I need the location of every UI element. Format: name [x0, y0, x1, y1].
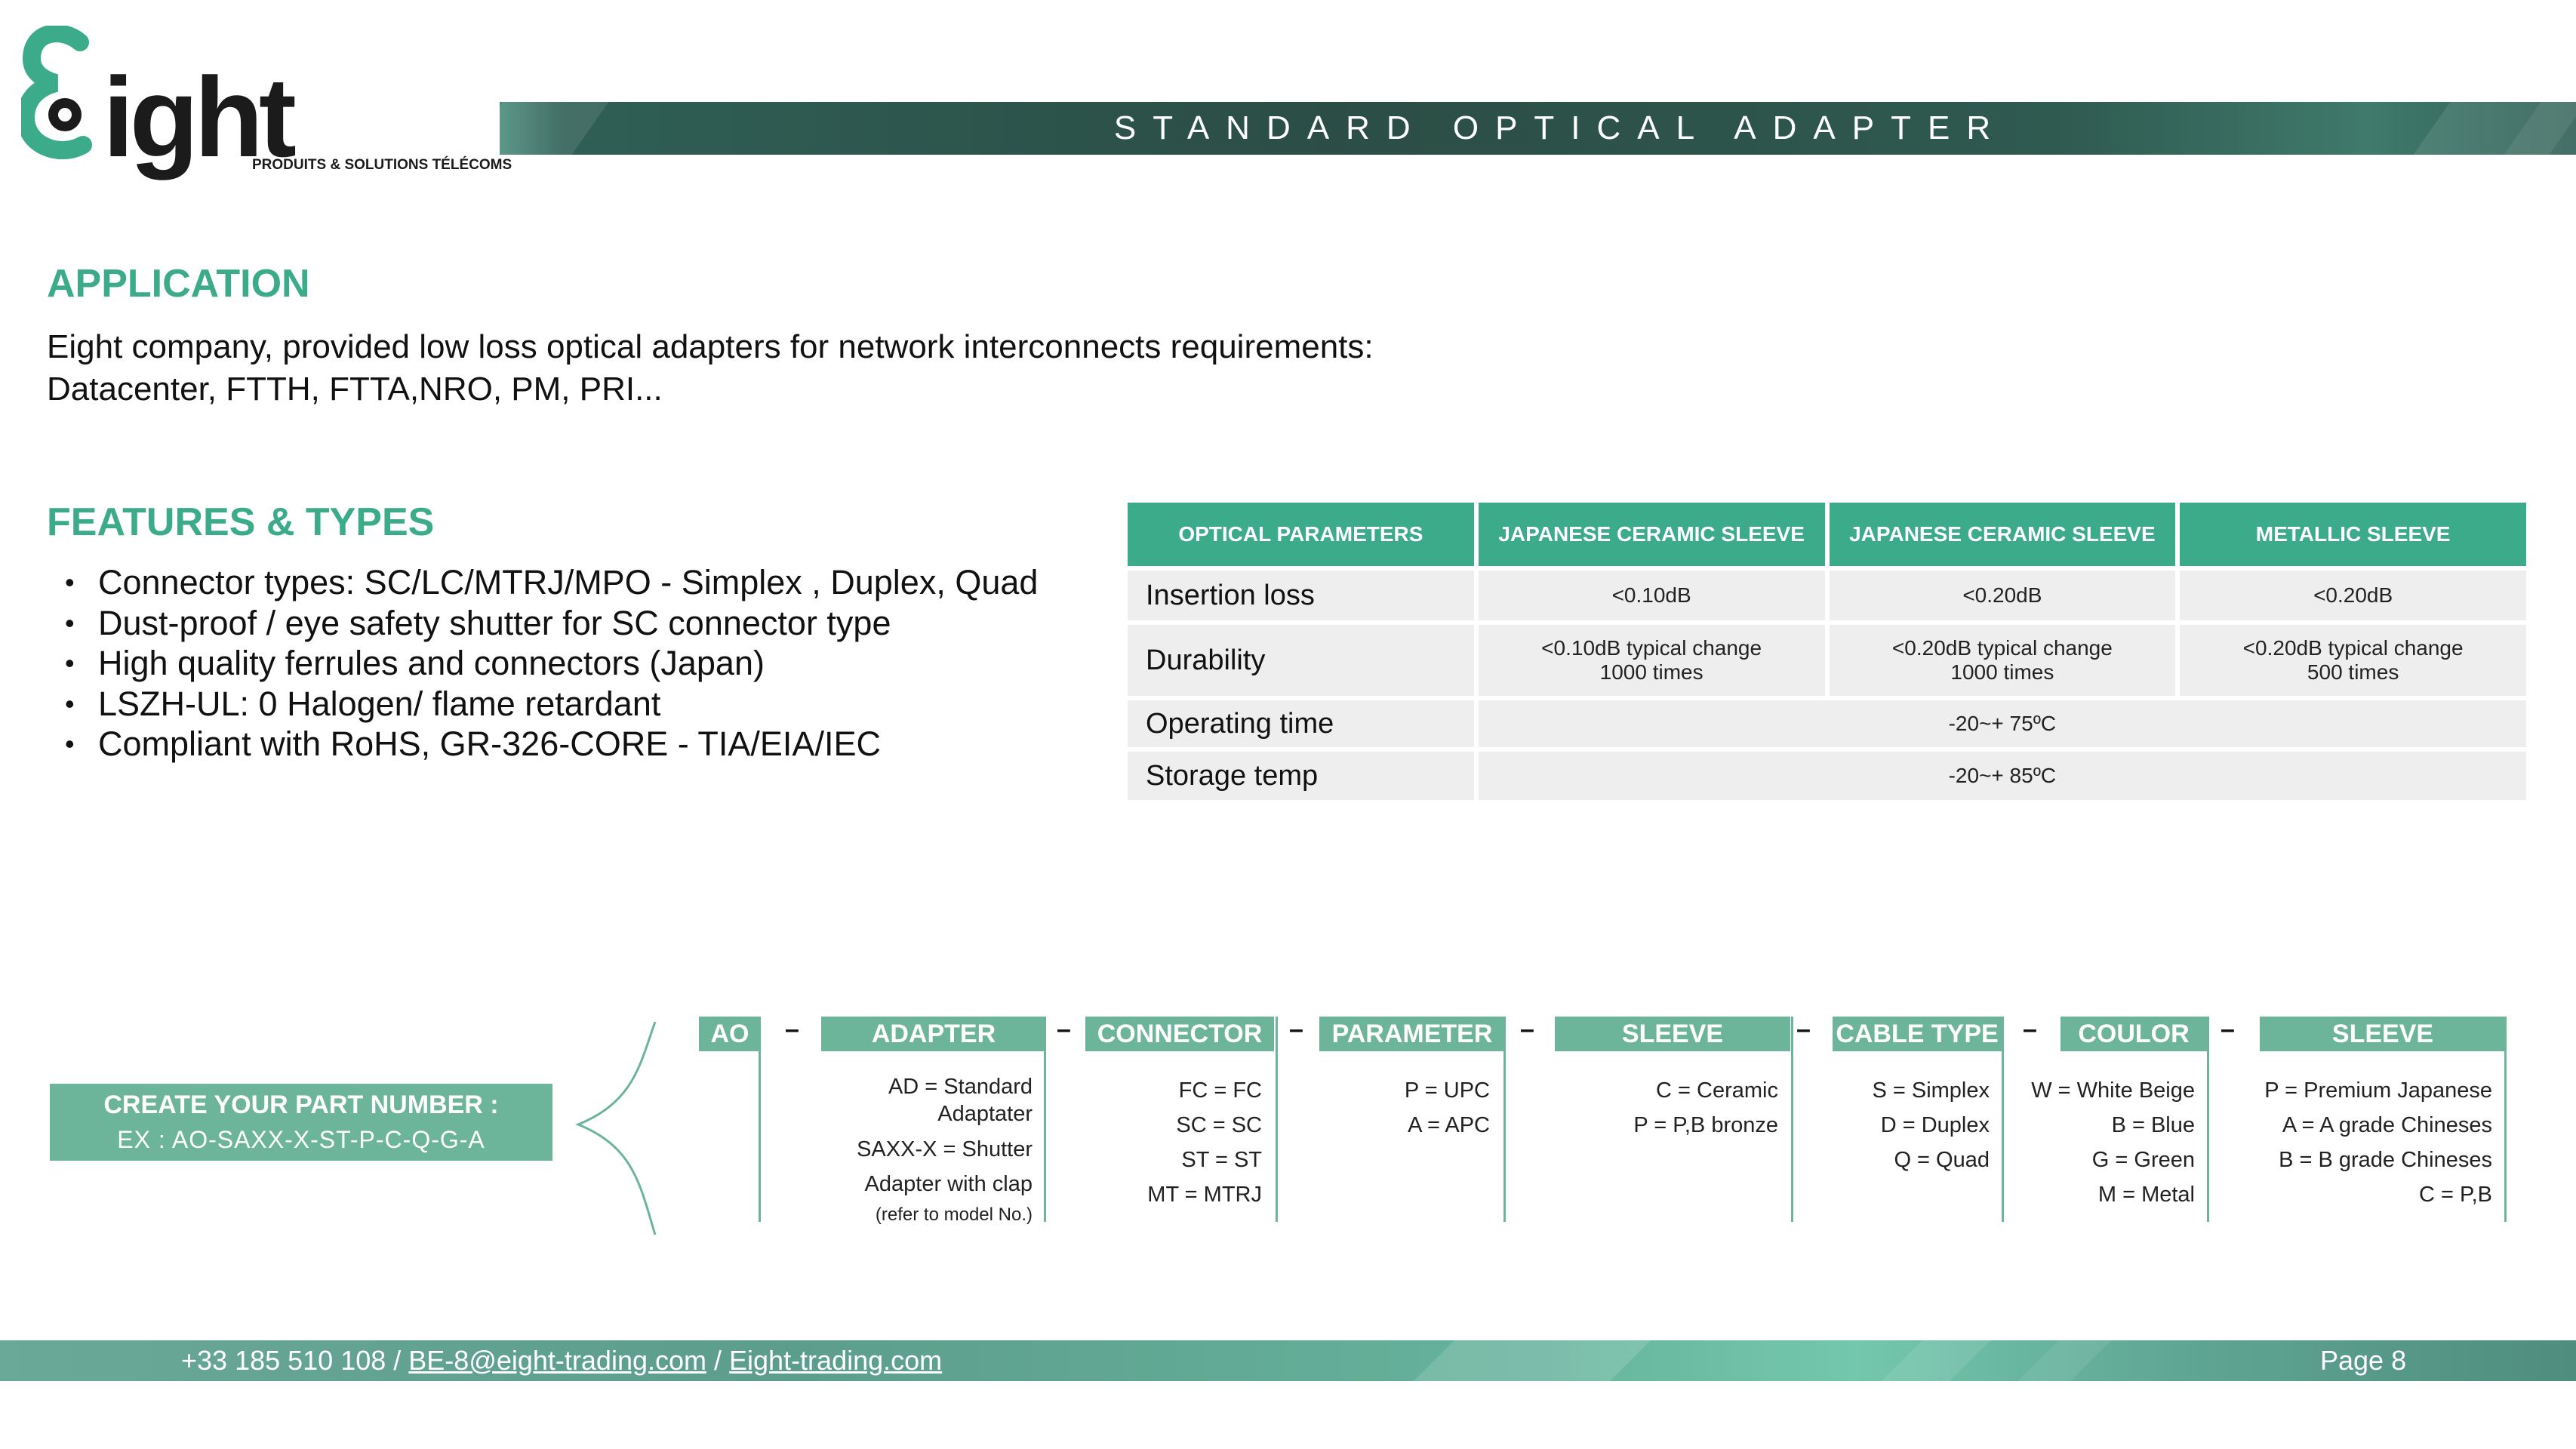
segment-divider [2207, 1017, 2209, 1222]
brace-icon [574, 1019, 664, 1238]
option-item: Adapter with clap [864, 1172, 1033, 1196]
application-line-1: Eight company, provided low loss optical adapters for network interconnects requirements: [47, 328, 1374, 365]
footer-separator: / [386, 1345, 409, 1376]
segment-divider [1503, 1017, 1506, 1222]
page-number: Page 8 [2320, 1345, 2407, 1376]
company-logo [21, 21, 512, 180]
dash-separator: – [785, 1015, 799, 1044]
cell-line: <0.20dB typical change [1891, 636, 2113, 660]
table-header: OPTICAL PARAMETERS [1128, 503, 1474, 566]
option-item: P = Premium Japanese [2264, 1078, 2492, 1103]
option-item: C = Ceramic [1656, 1078, 1778, 1103]
features-list [60, 562, 1064, 764]
segment-divider [1791, 1017, 1793, 1222]
list-item: • High quality ferrules and connectors (Japan) [60, 643, 1064, 684]
option-item: A = APC [1408, 1113, 1490, 1137]
logo-wordmark: ight [103, 54, 292, 180]
row-label: Durability [1128, 625, 1474, 696]
segment-parameter-header: PARAMETER [1319, 1017, 1505, 1051]
table-row [1128, 700, 2526, 747]
segment-adapter-options [821, 1073, 1033, 1229]
features-heading: FEATURES & TYPES [47, 500, 435, 544]
list-item: • Compliant with RoHS, GR-326-CORE - TIA/EIA/IEC [60, 724, 1064, 764]
option-item: M = Metal [2097, 1183, 2195, 1207]
segment-colour-header: COULOR [2060, 1017, 2207, 1051]
segment-cable-type-header: CABLE TYPE [1833, 1017, 2002, 1051]
option-item: MT = MTRJ [1147, 1183, 1262, 1207]
segment-connector-options [1087, 1073, 1262, 1212]
footer-phone: +33 185 510 108 [181, 1345, 386, 1376]
list-item: • Dust-proof / eye safety shutter for SC connector type [60, 603, 1064, 644]
option-item: FC = FC [1178, 1078, 1262, 1103]
table-cell [1830, 625, 2176, 696]
option-item: W = White Beige [2031, 1078, 2195, 1103]
option-item: Q = Quad [1894, 1148, 1990, 1172]
dash-separator: – [2221, 1015, 2235, 1044]
logo-mark-icon [21, 26, 104, 162]
application-heading: APPLICATION [47, 262, 310, 306]
segment-ao-header: AO [699, 1017, 761, 1051]
dash-separator: – [1520, 1015, 1534, 1044]
optical-parameters-table [1123, 498, 2531, 804]
segment-divider [2504, 1017, 2507, 1222]
segment-sleeve-material-header: SLEEVE MATERIAL [1555, 1017, 1790, 1051]
cell-line: 1000 times [1599, 660, 1703, 684]
segment-divider [1044, 1017, 1046, 1222]
cell-line: <0.10dB typical change [1541, 636, 1762, 660]
table-cell: <0.20dB [1830, 571, 2176, 620]
footer-separator: / [706, 1345, 730, 1376]
option-item: Adaptater [937, 1102, 1033, 1126]
table-cell: -20~+ 75ºC [1479, 700, 2526, 747]
table-row [1128, 625, 2526, 696]
list-item: • LSZH-UL: 0 Halogen/ flame retardant [60, 684, 1064, 724]
segment-parameter-options [1321, 1073, 1490, 1143]
footer-email-link[interactable]: BE-8@eight-trading.com [408, 1345, 706, 1376]
cell-line: <0.20dB typical change [2242, 636, 2464, 660]
option-item: A = A grade Chineses [2282, 1113, 2492, 1137]
cell-line: 1000 times [1950, 660, 2054, 684]
table-cell: <0.20dB [2180, 571, 2526, 620]
application-line-2: Datacenter, FTTH, FTTA,NRO, PM, PRI... [47, 371, 663, 408]
option-item: SAXX-X = Shutter [857, 1137, 1033, 1161]
option-item: ST = ST [1181, 1148, 1262, 1172]
list-item: • Connector types: SC/LC/MTRJ/MPO - Simplex , Duplex, Quad [60, 562, 1064, 603]
cell-line: 500 times [2307, 660, 2399, 684]
segment-divider [1276, 1017, 1278, 1222]
segment-cable-type-options [1834, 1073, 1990, 1177]
table-header: JAPANESE CERAMIC SLEEVE [1479, 503, 1825, 566]
segment-colour-options [2008, 1073, 2195, 1212]
table-cell [1479, 625, 1825, 696]
table-row [1128, 752, 2526, 800]
segment-divider [759, 1017, 761, 1222]
footer-website-link[interactable]: Eight-trading.com [729, 1345, 943, 1376]
dash-separator: – [2023, 1015, 2037, 1044]
segment-divider [2002, 1017, 2004, 1222]
table-cell: -20~+ 85ºC [1479, 752, 2526, 800]
segment-sleeve-options [2219, 1073, 2492, 1212]
option-item: C = P,B [2419, 1183, 2492, 1207]
option-item: SC = SC [1176, 1113, 1262, 1137]
table-header: METALLIC SLEEVE [2180, 503, 2526, 566]
option-item: B = B grade Chineses [2279, 1148, 2492, 1172]
table-cell [2180, 625, 2526, 696]
application-text [47, 326, 1374, 411]
segment-adapter-header: ADAPTER [821, 1017, 1046, 1051]
logo-tagline: PRODUITS & SOLUTIONS TÉLÉCOMS [252, 157, 512, 173]
part-number-example: EX : AO-SAXX-X-ST-P-C-Q-G-A [117, 1126, 485, 1153]
create-part-number-box [50, 1084, 552, 1161]
table-row [1128, 571, 2526, 620]
option-item: D = Duplex [1880, 1113, 1990, 1137]
dash-separator: – [1796, 1015, 1811, 1044]
page-title: STANDARD OPTICAL ADAPTER [1113, 109, 2008, 146]
row-label: Storage temp [1128, 752, 1474, 800]
segment-sleeve-material-options [1556, 1073, 1778, 1143]
option-item: S = Simplex [1872, 1078, 1990, 1103]
option-item: G = Green [2091, 1148, 2195, 1172]
dash-separator: – [1289, 1015, 1303, 1044]
table-cell: <0.10dB [1479, 571, 1825, 620]
create-part-number-title: CREATE YOUR PART NUMBER : [103, 1091, 499, 1119]
option-item: P = P,B bronze [1633, 1113, 1778, 1137]
segment-sleeve-header: SLEEVE [2260, 1017, 2506, 1051]
segment-connector-header: CONNECTOR [1085, 1017, 1274, 1051]
table-header-row [1128, 503, 2526, 566]
row-label: Operating time [1128, 700, 1474, 747]
option-note: (refer to model No.) [875, 1204, 1033, 1225]
option-item: P = UPC [1404, 1078, 1490, 1103]
table-header: JAPANESE CERAMIC SLEEVE [1830, 503, 2176, 566]
option-item: AD = Standard [888, 1075, 1033, 1099]
option-item: B = Blue [2111, 1113, 2195, 1137]
row-label: Insertion loss [1128, 571, 1474, 620]
dash-separator: – [1057, 1015, 1071, 1044]
footer-contact [181, 1340, 942, 1381]
